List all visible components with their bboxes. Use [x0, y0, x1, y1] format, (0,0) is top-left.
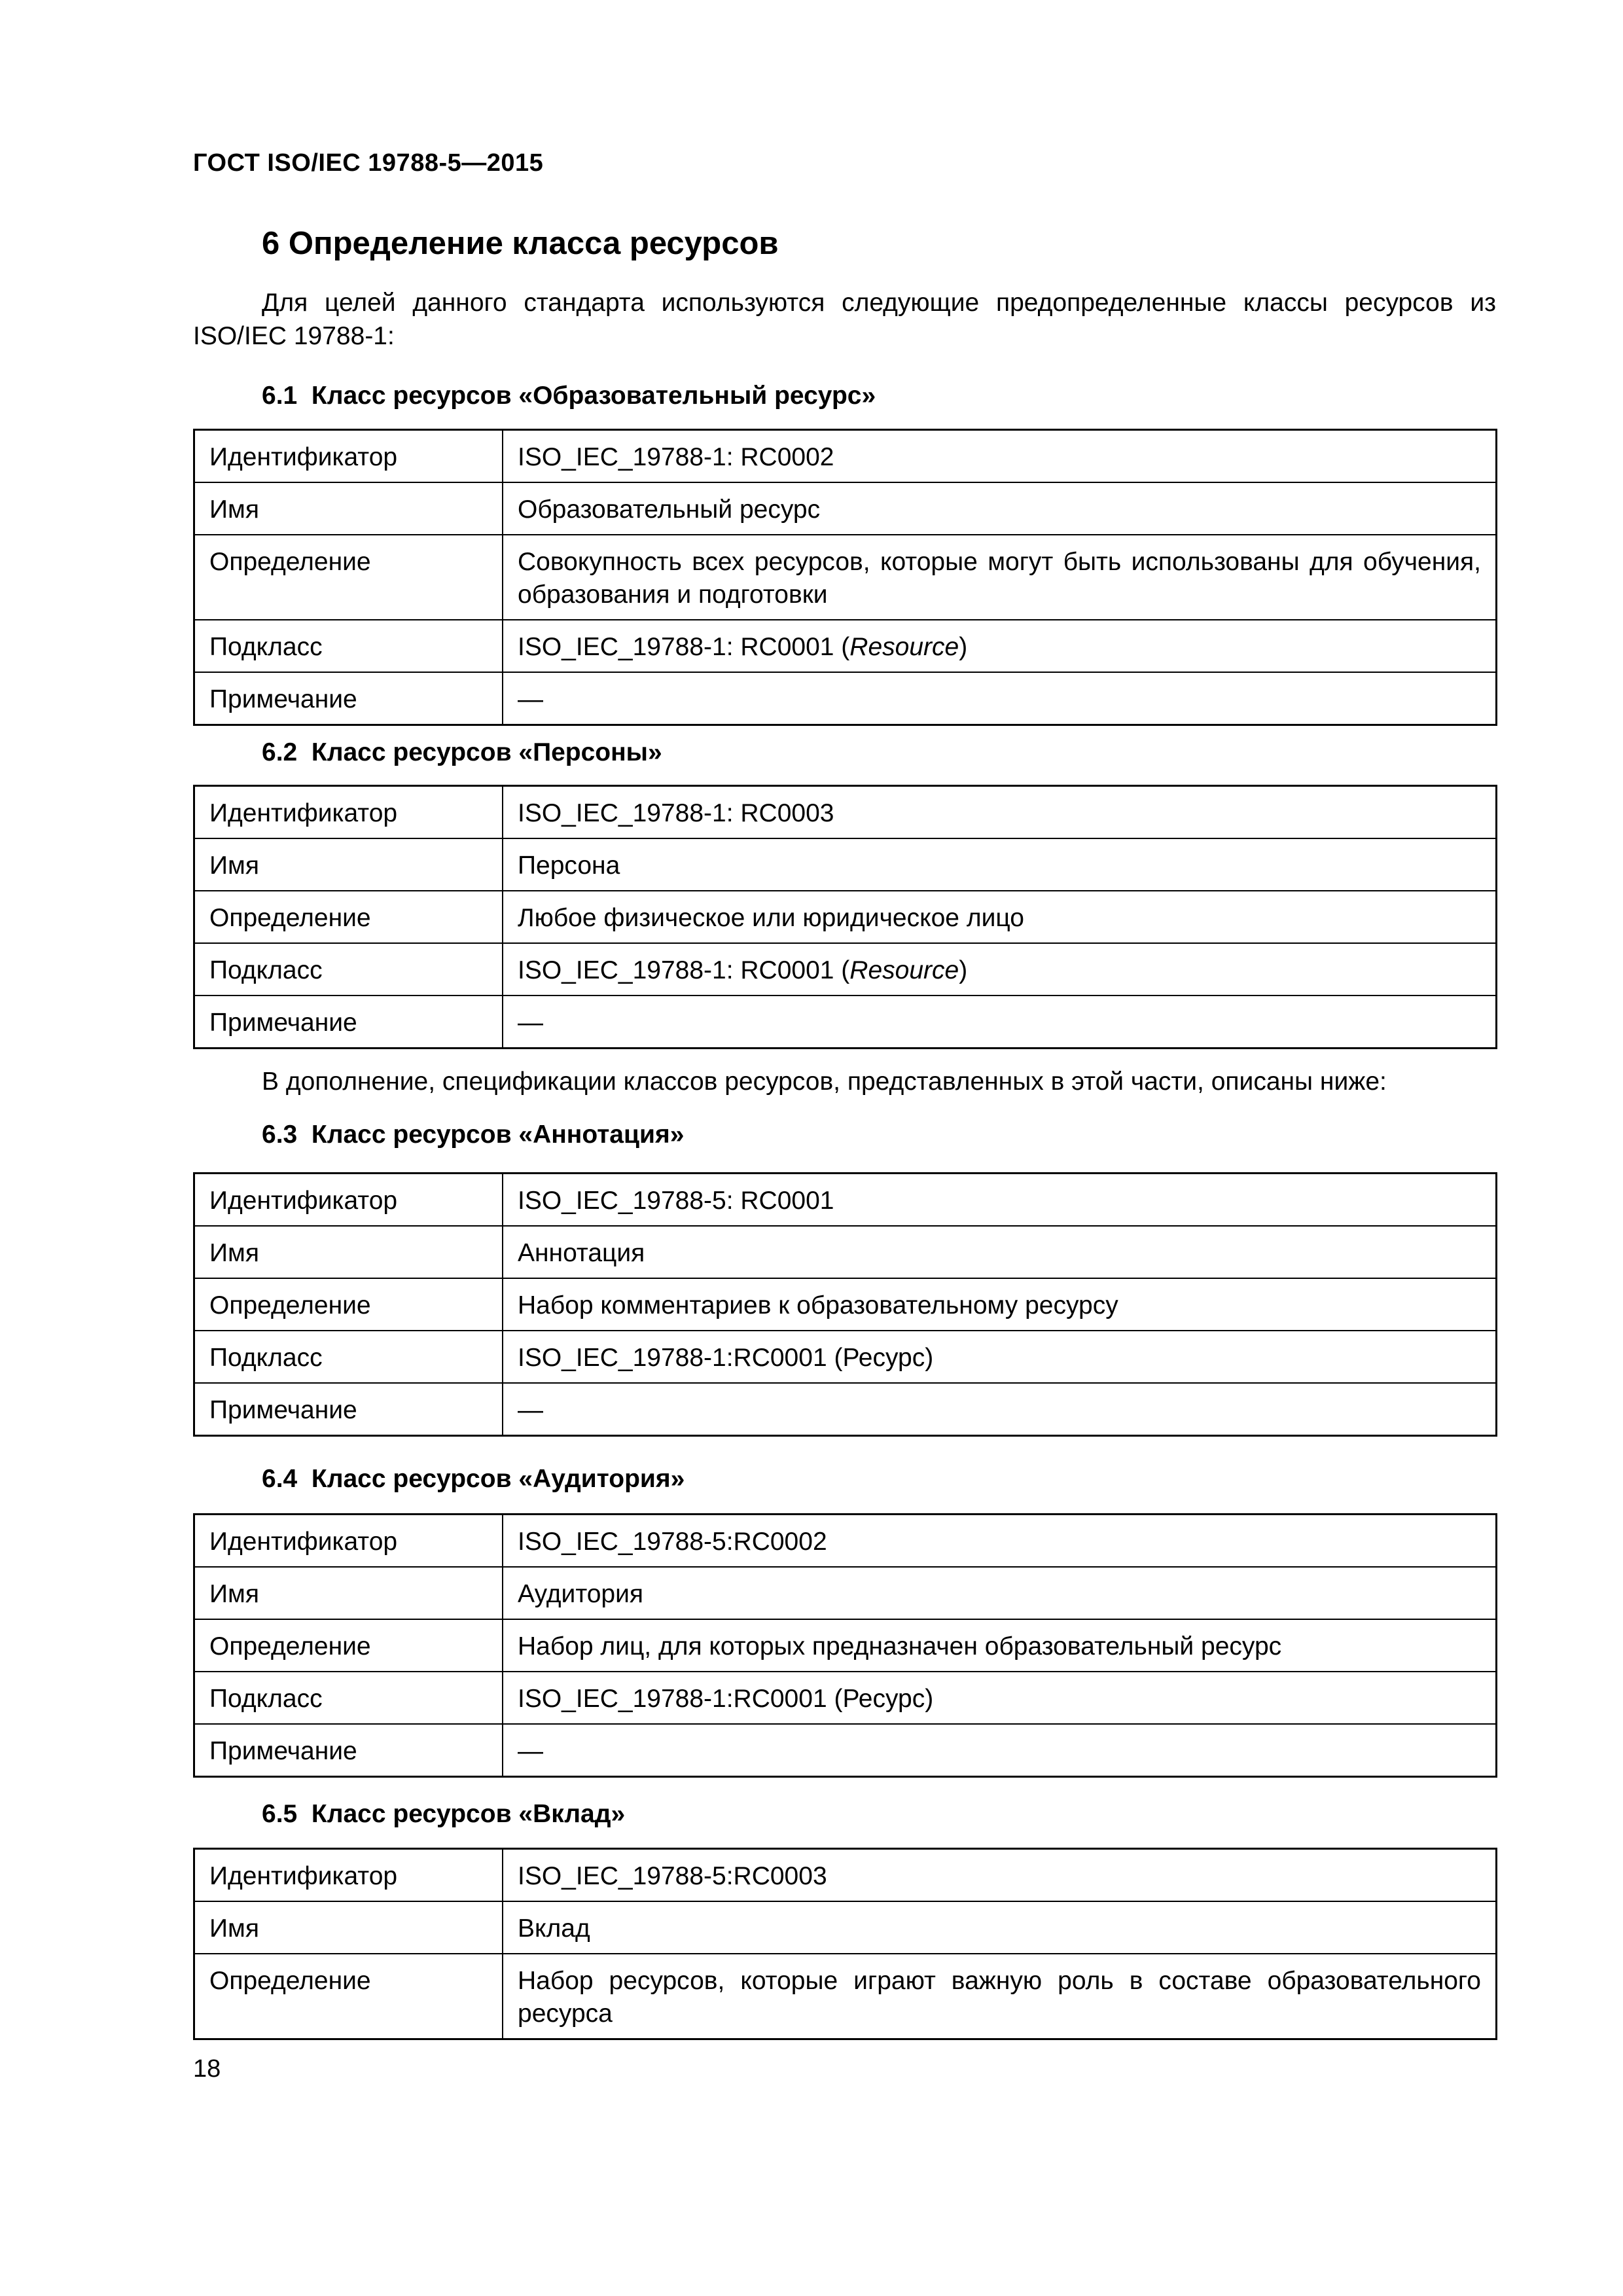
table-row [194, 430, 1497, 483]
definition-label: Определение [194, 1619, 503, 1672]
table-row [194, 482, 1497, 535]
definition-value: Совокупность всех ресурсов, которые могут быть использованы для обучения, образования и подготовки [503, 535, 1497, 620]
note-value: — [503, 996, 1497, 1049]
identifier-label: Идентификатор [194, 1849, 503, 1902]
table-row [194, 1226, 1497, 1278]
name-value: Образовательный ресурс [503, 482, 1497, 535]
subclass-label: Подкласс [194, 1331, 503, 1383]
class-table-educational-resource [193, 429, 1497, 726]
subclass-label: Подкласс [194, 943, 503, 996]
definition-value: Любое физическое или юридическое лицо [503, 891, 1497, 943]
definition-value: Набор комментариев к образовательному ресурсу [503, 1278, 1497, 1331]
subclass-label: Подкласс [194, 1672, 503, 1724]
addendum-paragraph: В дополнение, спецификации классов ресурсов, представленных в этой части, описаны ниже: [262, 1067, 1387, 1096]
class-table-contribution [193, 1848, 1497, 2040]
subclass-value: ISO_IEC_19788-1:RC0001 (Ресурс) [503, 1672, 1497, 1724]
identifier-value: ISO_IEC_19788-5:RC0002 [503, 1515, 1497, 1568]
table-row [194, 1278, 1497, 1331]
class-heading-persons: 6.2 Класс ресурсов «Персоны» [262, 738, 662, 766]
table-row [194, 1567, 1497, 1619]
identifier-label: Идентификатор [194, 786, 503, 839]
section-title: 6 Определение класса ресурсов [262, 226, 779, 261]
name-label: Имя [194, 838, 503, 891]
identifier-value: ISO_IEC_19788-5: RC0001 [503, 1174, 1497, 1227]
table-row [194, 1515, 1497, 1568]
table-row [194, 620, 1497, 672]
identifier-label: Идентификатор [194, 430, 503, 483]
name-value: Вклад [503, 1901, 1497, 1954]
subclass-italic: Resource [849, 956, 959, 984]
document-header: ГОСТ ISO/IEC 19788-5—2015 [193, 149, 544, 177]
subclass-suffix: ) [959, 633, 968, 661]
table-row [194, 1383, 1497, 1436]
name-label: Имя [194, 1226, 503, 1278]
definition-value: Набор лиц, для которых предназначен образовательный ресурс [503, 1619, 1497, 1672]
subclass-italic: Resource [849, 633, 959, 661]
name-label: Имя [194, 1901, 503, 1954]
table-row [194, 1174, 1497, 1227]
name-label: Имя [194, 1567, 503, 1619]
definition-value: Набор ресурсов, которые играют важную роль в составе образовательного ресурса [503, 1954, 1497, 2039]
note-label: Примечание [194, 996, 503, 1049]
class-table-audience [193, 1513, 1497, 1778]
class-table-persons [193, 785, 1497, 1049]
note-label: Примечание [194, 1724, 503, 1777]
subclass-value [503, 943, 1497, 996]
class-heading-annotation: 6.3 Класс ресурсов «Аннотация» [262, 1121, 685, 1149]
table-row [194, 1724, 1497, 1777]
subclass-value [503, 620, 1497, 672]
subclass-suffix: ) [959, 956, 968, 984]
table-row [194, 1619, 1497, 1672]
note-label: Примечание [194, 672, 503, 725]
table-row [194, 1954, 1497, 2039]
identifier-label: Идентификатор [194, 1515, 503, 1568]
table-row [194, 838, 1497, 891]
identifier-label: Идентификатор [194, 1174, 503, 1227]
table-row [194, 535, 1497, 620]
definition-label: Определение [194, 891, 503, 943]
page-number: 18 [193, 2055, 221, 2083]
table-row [194, 1901, 1497, 1954]
note-value: — [503, 1383, 1497, 1436]
name-value: Персона [503, 838, 1497, 891]
identifier-value: ISO_IEC_19788-1: RC0003 [503, 786, 1497, 839]
table-row [194, 1331, 1497, 1383]
name-label: Имя [194, 482, 503, 535]
definition-label: Определение [194, 1954, 503, 2039]
definition-label: Определение [194, 1278, 503, 1331]
name-value: Аудитория [503, 1567, 1497, 1619]
table-row [194, 1849, 1497, 1902]
note-value: — [503, 1724, 1497, 1777]
table-row [194, 943, 1497, 996]
subclass-value: ISO_IEC_19788-1:RC0001 (Ресурс) [503, 1331, 1497, 1383]
table-row [194, 786, 1497, 839]
table-row [194, 1672, 1497, 1724]
subclass-prefix: ISO_IEC_19788-1: RC0001 ( [518, 956, 850, 984]
definition-label: Определение [194, 535, 503, 620]
subclass-label: Подкласс [194, 620, 503, 672]
identifier-value: ISO_IEC_19788-5:RC0003 [503, 1849, 1497, 1902]
table-row [194, 996, 1497, 1049]
intro-paragraph: Для целей данного стандарта используются следующие предопределенные классы ресурсов из ISO/IEC 19788-1: [193, 289, 1496, 350]
class-heading-audience: 6.4 Класс ресурсов «Аудитория» [262, 1465, 685, 1493]
note-label: Примечание [194, 1383, 503, 1436]
table-row [194, 672, 1497, 725]
note-value: — [503, 672, 1497, 725]
subclass-prefix: ISO_IEC_19788-1: RC0001 ( [518, 633, 850, 661]
identifier-value: ISO_IEC_19788-1: RC0002 [503, 430, 1497, 483]
class-heading-contribution: 6.5 Класс ресурсов «Вклад» [262, 1800, 626, 1828]
name-value: Аннотация [503, 1226, 1497, 1278]
table-row [194, 891, 1497, 943]
class-heading-educational-resource: 6.1 Класс ресурсов «Образовательный ресурс» [262, 382, 876, 410]
class-table-annotation [193, 1172, 1497, 1437]
